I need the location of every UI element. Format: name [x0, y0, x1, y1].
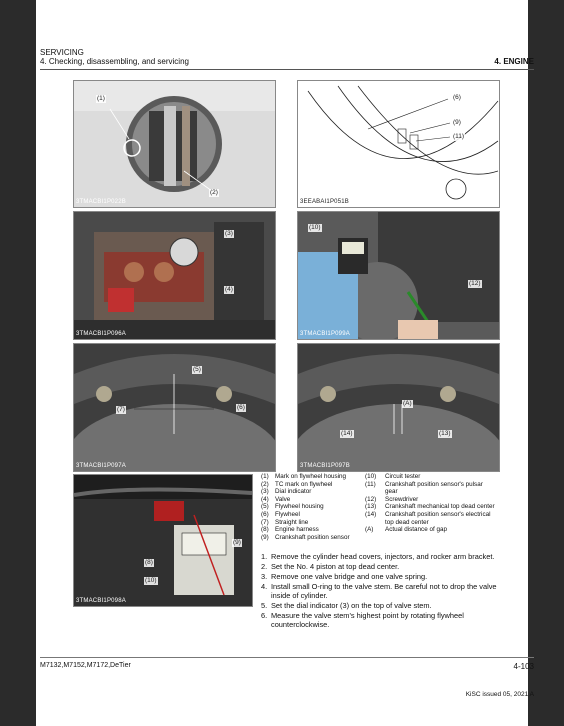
callout: (12) [469, 280, 481, 287]
legend-column-left [261, 473, 365, 541]
callout: (11) [453, 133, 465, 140]
header-divider [40, 69, 534, 70]
procedure-step [261, 562, 497, 571]
callout: (3) [225, 230, 233, 237]
step-text: Set the dial indicator (3) on the top of valve stem. [271, 601, 432, 610]
step-number: 4. [261, 582, 268, 591]
figure-flywheel-mark [73, 80, 276, 208]
legend-num: (1) [261, 473, 269, 480]
legend-text: Dial indicator [275, 488, 312, 496]
legend-item [261, 534, 365, 542]
callout: (8) [145, 559, 153, 566]
legend-item [261, 503, 365, 511]
legend-text: Crankshaft position sensor's pulsar gear [385, 480, 483, 496]
legend-item [365, 481, 495, 496]
callout: (1) [97, 95, 105, 102]
callout: (9) [453, 119, 461, 126]
legend-text: Screwdriver [385, 495, 419, 503]
legend-item [365, 511, 495, 526]
step-number: 2. [261, 562, 268, 571]
figure-engine-harness [73, 474, 253, 607]
legend-text: Crankshaft position sensor's electrical top dead center [385, 510, 491, 526]
figure-code: 3TMACBI1P097A [76, 463, 126, 469]
legend-num: (6) [261, 510, 269, 518]
subsection-title: 4. Checking, disassembling, and servicing [40, 57, 189, 66]
legend-item [261, 511, 365, 519]
legend-num: (3) [261, 488, 269, 496]
legend-item [261, 488, 365, 496]
legend-text: Flywheel housing [275, 503, 324, 511]
callout: (10) [309, 224, 321, 231]
legend-item [365, 503, 495, 511]
legend-text: Crankshaft mechanical top dead center [385, 503, 495, 511]
legend-column-right [365, 473, 495, 534]
procedure-step [261, 611, 497, 629]
procedure-step [261, 582, 497, 600]
figure-flywheel-drawing [297, 80, 500, 208]
legend-text: Flywheel [275, 510, 300, 518]
legend-num: (A) [365, 526, 374, 534]
footer-divider [40, 657, 534, 658]
legend-text: Actual distance of gap [385, 526, 447, 534]
figure-code: 3TMACBI1P096A [76, 331, 126, 337]
callout: (6) [453, 94, 461, 101]
step-text: Install small O-ring to the valve stem. Be careful not to drop the valve inside of cylinder. [271, 582, 497, 600]
legend-num: (10) [365, 473, 377, 480]
legend-item [365, 526, 495, 534]
callout: (4) [225, 286, 233, 293]
legend-text: Crankshaft position sensor [275, 533, 350, 541]
legend-num: (8) [261, 526, 269, 534]
legend-num: (13) [365, 503, 377, 511]
figure-code: 3EEABAI1P051B [300, 199, 349, 205]
step-text: Remove the cylinder head covers, injectors, and rocker arm bracket. [271, 552, 495, 561]
legend-text: Circuit tester [385, 473, 421, 480]
legend-item [261, 481, 365, 489]
legend-text: Valve [275, 495, 291, 503]
legend-num: (12) [365, 495, 377, 503]
legend-item [261, 496, 365, 504]
legend-item [365, 496, 495, 504]
figure-code: 3TMACBI1P099A [300, 331, 350, 337]
legend-text: Engine harness [275, 526, 319, 534]
figure-circuit-tester [297, 211, 500, 340]
step-number: 3. [261, 572, 268, 581]
figure-code: 3TMACBI1P022B [76, 199, 126, 205]
callout: (14) [341, 430, 353, 437]
page-number: 4-103 [513, 662, 534, 671]
legend-item [261, 526, 365, 534]
procedure-step [261, 601, 497, 610]
figure-code: 3TMACBI1P098A [76, 598, 126, 604]
figure-dial-indicator [73, 211, 276, 340]
step-text: Remove one valve bridge and one valve spring. [271, 572, 428, 581]
legend-num: (14) [365, 510, 377, 518]
callout: (9) [233, 539, 241, 546]
step-number: 1. [261, 552, 268, 561]
step-number: 5. [261, 601, 268, 610]
figure-engine-harness-photo [74, 475, 252, 606]
legend-num: (7) [261, 518, 269, 526]
legend-text: Straight line [275, 518, 309, 526]
step-text: Measure the valve stem's highest point by rotating flywheel counterclockwise. [271, 611, 464, 629]
legend-num: (9) [261, 533, 269, 541]
legend-item [365, 473, 495, 481]
footer-models: M7132,M7152,M7172,DeTier [40, 662, 131, 669]
procedure-steps [261, 552, 497, 630]
callout: (6) [237, 404, 245, 411]
legend-num: (4) [261, 495, 269, 503]
legend-num: (2) [261, 480, 269, 488]
chapter-title: 4. ENGINE [494, 57, 534, 66]
callout: (2) [210, 189, 218, 196]
callout: (5) [193, 366, 201, 373]
callout: (13) [439, 430, 451, 437]
procedure-step [261, 572, 497, 581]
step-number: 6. [261, 611, 268, 620]
legend-num: (5) [261, 503, 269, 511]
figure-straight-line [73, 343, 276, 472]
figure-code: 3TMACBI1P097B [300, 463, 350, 469]
figure-gap [297, 343, 500, 472]
figure-gap-photo [298, 344, 499, 471]
procedure-step [261, 552, 497, 561]
section-title: SERVICING [40, 48, 84, 57]
step-text: Set the No. 4 piston at top dead center. [271, 562, 400, 571]
legend-text: Mark on flywheel housing [275, 473, 347, 480]
callout: (7) [117, 406, 125, 413]
issue-label: KiSC issued 05, 2021 A [465, 691, 534, 698]
legend-item [261, 473, 365, 481]
legend-item [261, 519, 365, 527]
figure-dial-indicator-photo [74, 212, 275, 339]
callout: (10) [145, 577, 157, 584]
figure-flywheel-drawing-art [298, 81, 499, 207]
legend-num: (11) [365, 480, 376, 488]
callout: (A) [403, 400, 412, 407]
figure-circuit-tester-photo [298, 212, 499, 339]
legend-text: TC mark on flywheel [275, 480, 333, 488]
